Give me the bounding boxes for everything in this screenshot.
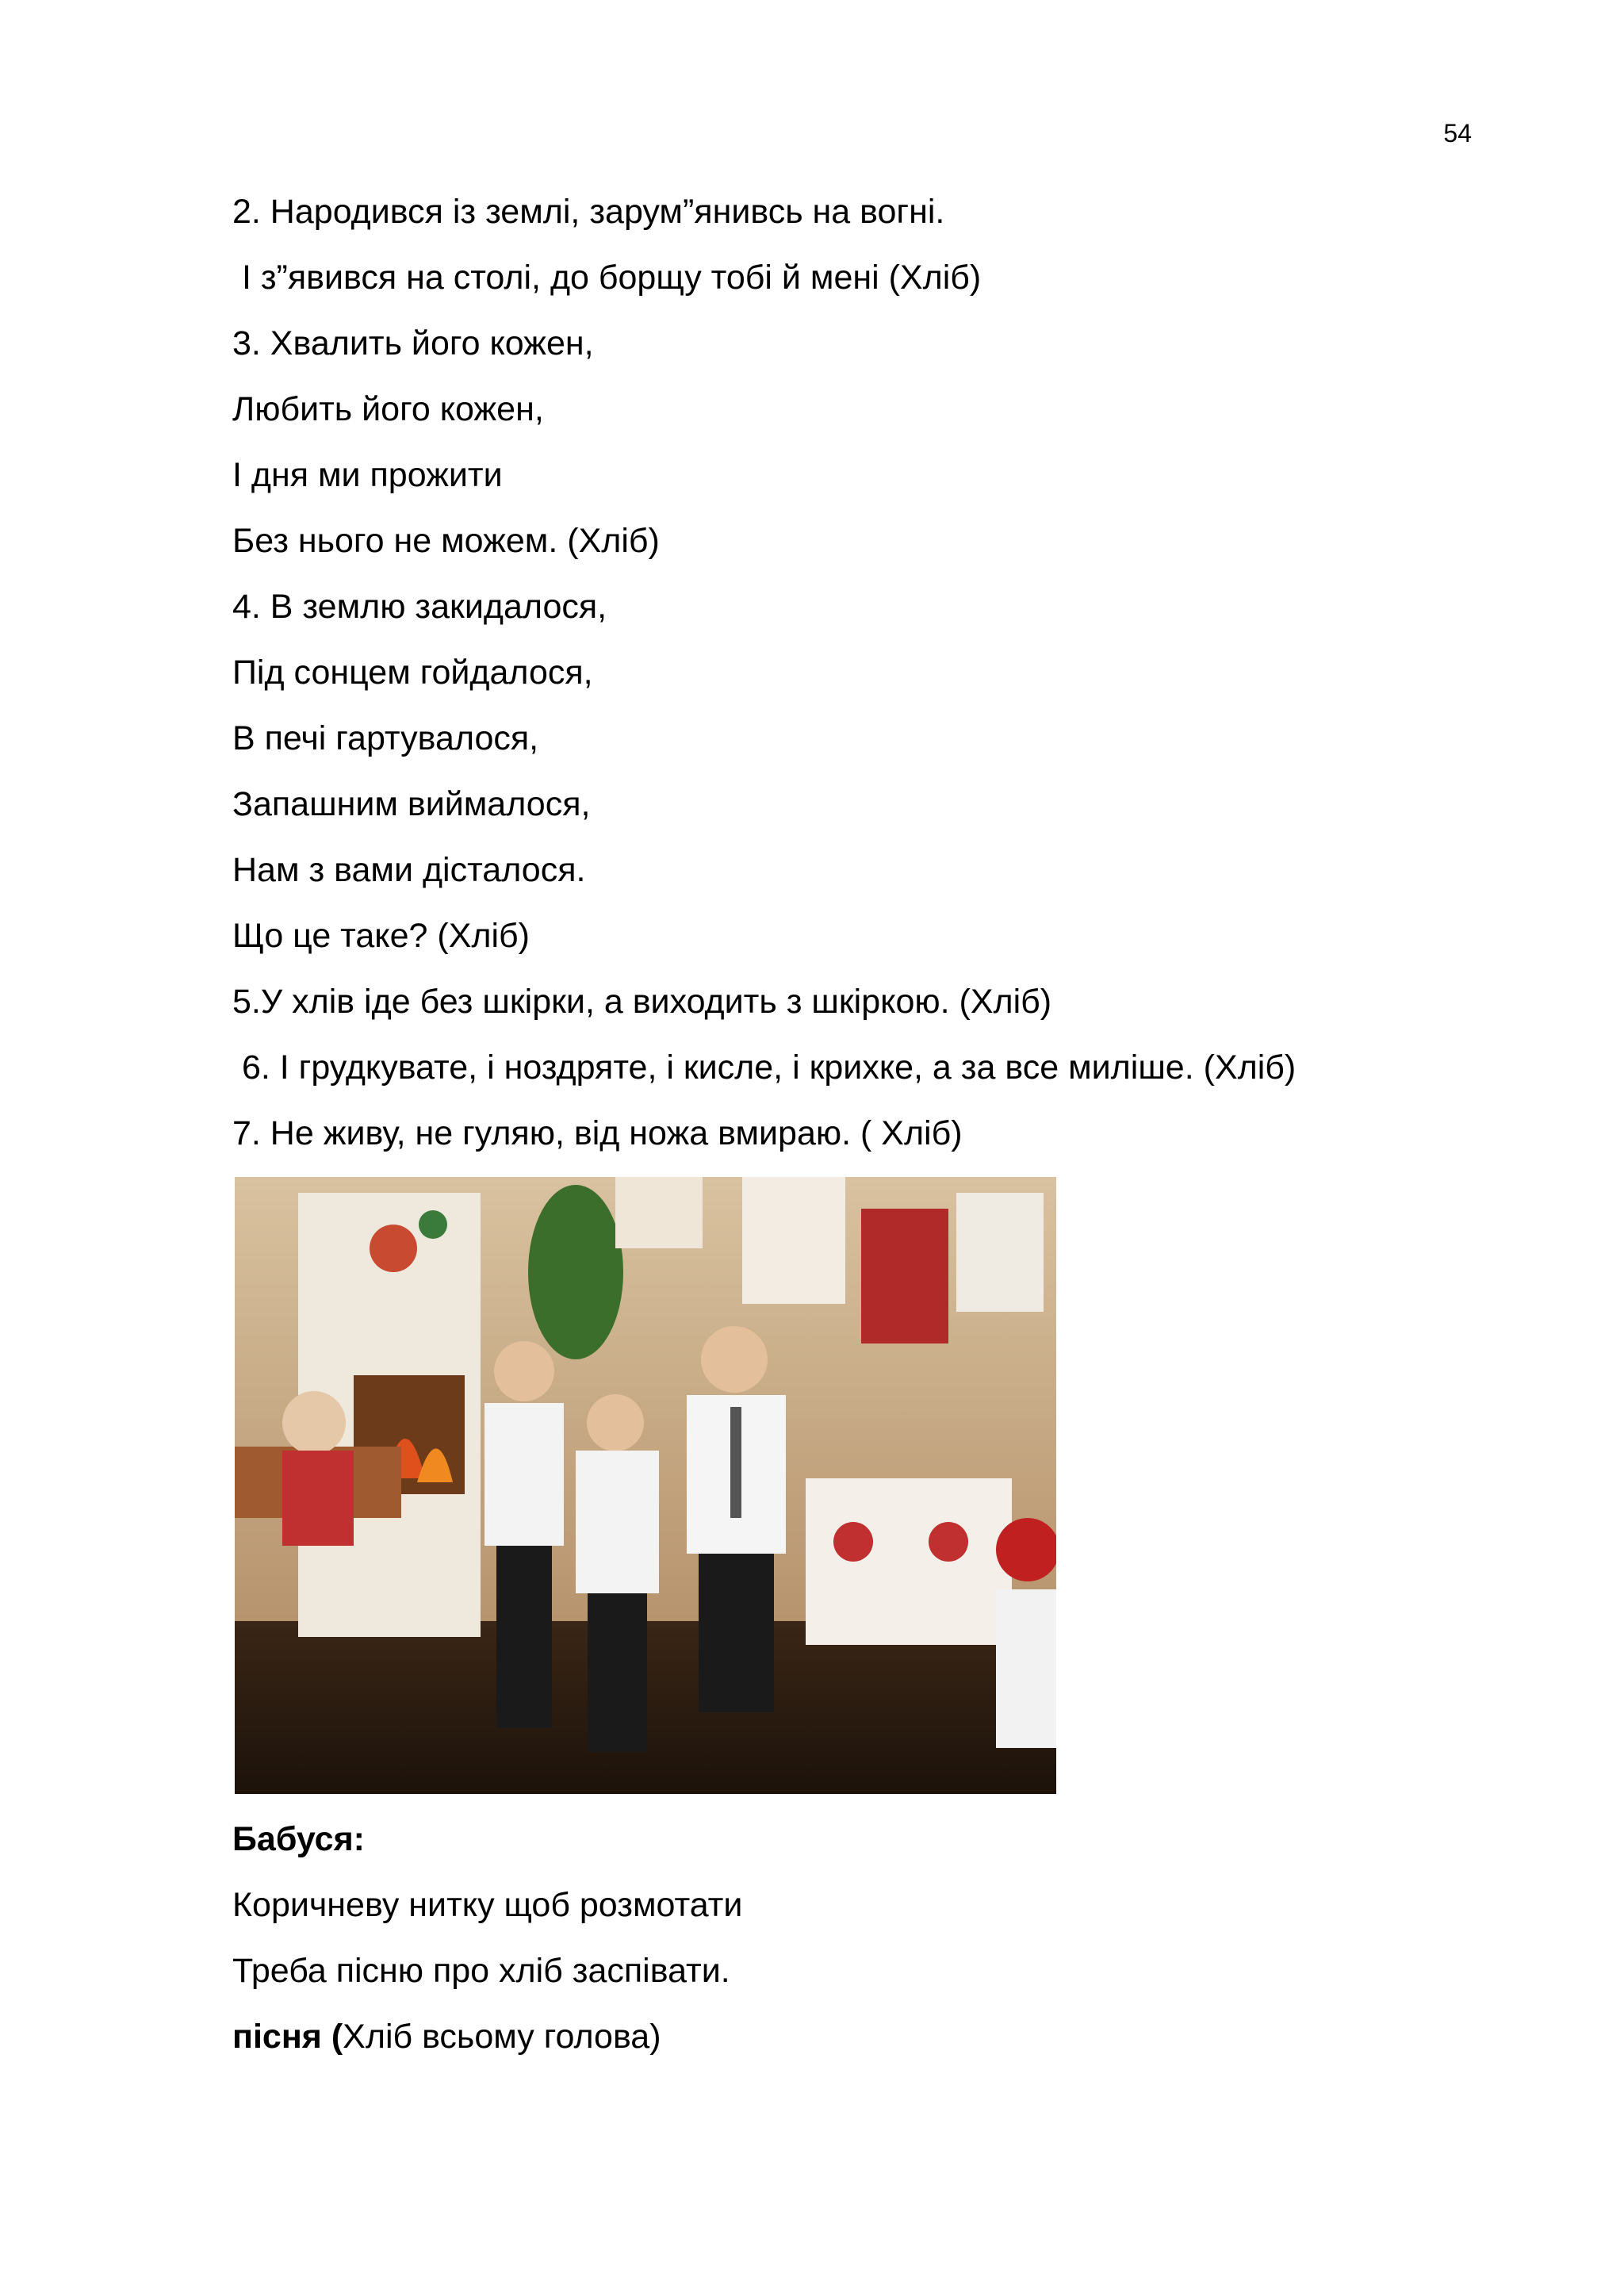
speech-line-1: Коричневу нитку щоб розмотати xyxy=(232,1886,743,1924)
riddle-line-9: В печі гартувалося, xyxy=(232,719,539,757)
riddle-line-15: 7. Не живу, не гуляю, від ножа вмираю. ( Хліб) xyxy=(232,1114,963,1152)
riddle-line-10: Запашним виймалося, xyxy=(232,785,591,823)
riddle-line-4: Любить його кожен, xyxy=(232,390,544,428)
riddle-line-7: 4. В землю закидалося, xyxy=(232,588,607,626)
page-number: 54 xyxy=(1443,119,1472,148)
song-label: пісня ( xyxy=(232,2018,343,2056)
song-line xyxy=(232,2017,661,2056)
riddle-line-5: І дня ми прожити xyxy=(232,456,503,494)
riddle-line-14: 6. І грудкувате, і ноздряте, і кисле, і крихке, а за все миліше. (Хліб) xyxy=(232,1048,1297,1087)
song-title: Хліб всьому голова) xyxy=(343,2018,661,2056)
riddle-line-13: 5.У хлів іде без шкірки, а виходить з шкіркою. (Хліб) xyxy=(232,983,1052,1021)
riddle-line-12: Що це таке? (Хліб) xyxy=(232,917,530,955)
speaker-label: Бабуся: xyxy=(232,1820,365,1858)
riddle-line-11: Нам з вами дісталося. xyxy=(232,851,586,889)
riddle-line-2: І з”явився на столі, до борщу тобі й мені (Хліб) xyxy=(232,259,982,297)
riddle-line-8: Під сонцем гойдалося, xyxy=(232,654,593,692)
riddle-line-6: Без нього не можем. (Хліб) xyxy=(232,522,660,560)
riddle-line-1: 2. Народився із землі, зарум”янивсь на вогні. xyxy=(232,193,945,231)
photo-children-performance xyxy=(235,1177,1056,1794)
speech-line-2: Треба пісню про хліб заспівати. xyxy=(232,1952,730,1990)
riddle-line-3: 3. Хвалить його кожен, xyxy=(232,324,594,362)
